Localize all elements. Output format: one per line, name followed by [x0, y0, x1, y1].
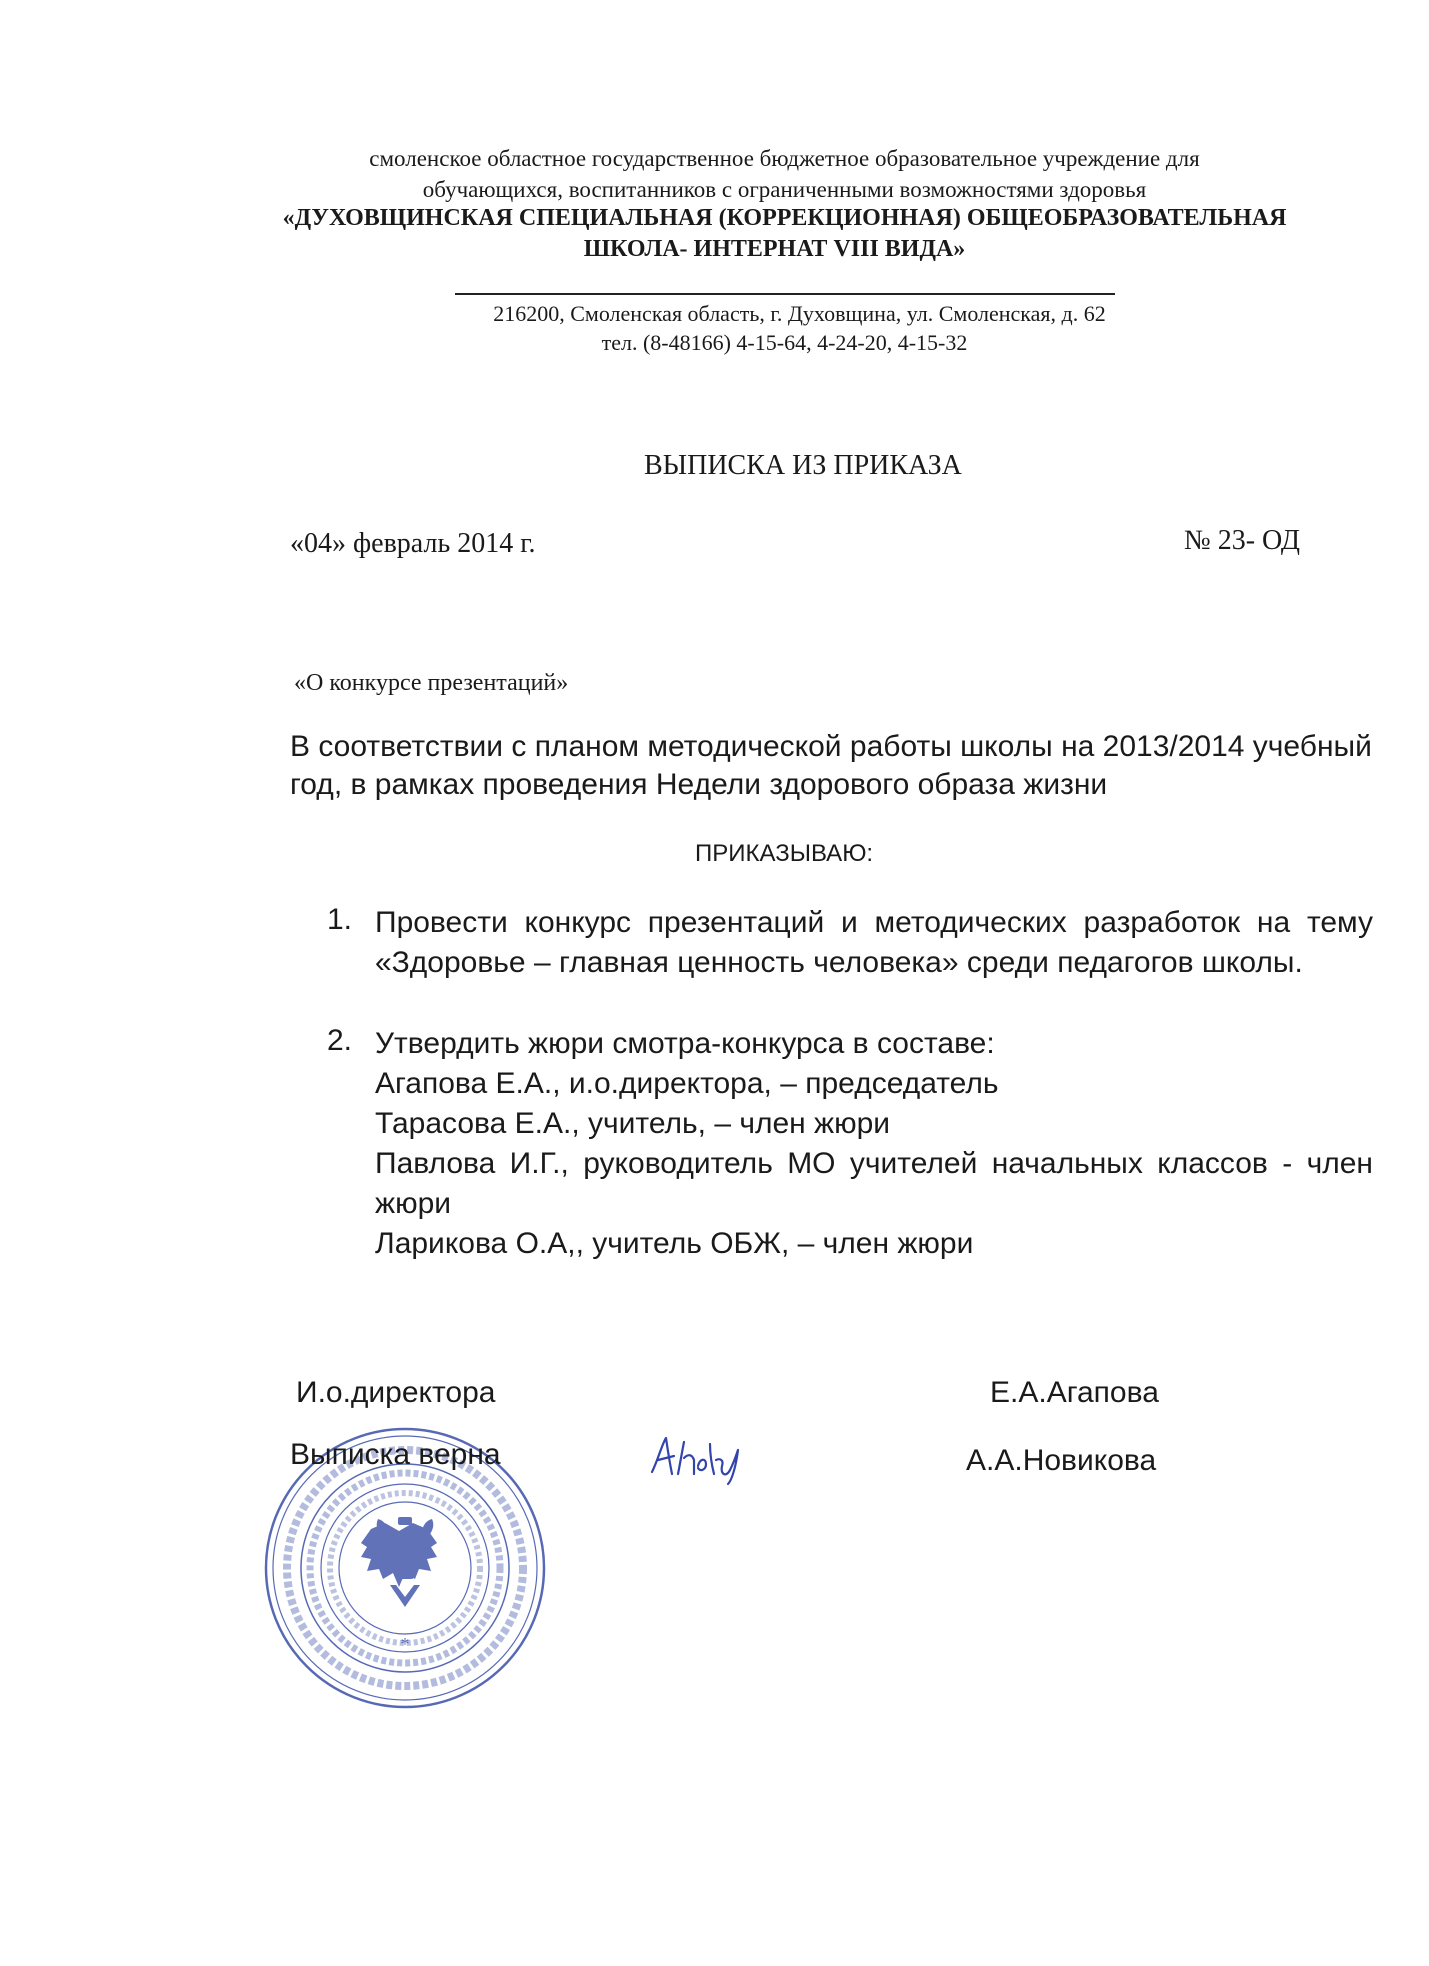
header-line-1: смоленское областное государственное бюджетное образовательное учреждение для [369, 146, 1200, 171]
jury-member-4: Ларикова О.А,, учитель ОБЖ, – член жюри [375, 1227, 974, 1260]
school-address: 216200, Смоленская область, г. Духовщина, ул. Смоленская, д. 62 [493, 301, 1106, 326]
school-name-line-1: «ДУХОВЩИНСКАЯ СПЕЦИАЛЬНАЯ (КОРРЕКЦИОННАЯ) ОБЩЕОБРАЗОВАТЕЛЬНАЯ [282, 205, 1287, 231]
jury-member-1: Агапова Е.А., и.о.директора, – председатель [375, 1067, 999, 1100]
school-phone: тел. (8-48166) 4-15-64, 4-24-20, 4-15-32 [601, 330, 968, 355]
school-name-line-2: ШКОЛА- ИНТЕРНАТ VIII ВИДА» [583, 236, 966, 262]
jury-member-2: Тарасова Е.А., учитель, – член жюри [375, 1107, 891, 1140]
order-date: «04» февраль 2014 г. [290, 528, 536, 559]
order-number: № 23- ОД [1184, 525, 1300, 556]
document-title: ВЫПИСКА ИЗ ПРИКАЗА [644, 450, 962, 481]
item-2-number: 2. [327, 1024, 353, 1057]
header-line-2: обучающихся, воспитанников с ограниченными возможностями здоровья [422, 177, 1147, 202]
preamble-line-1: В соответствии с планом методической работы школы на 2013/2014 учебный [290, 730, 1372, 763]
jury-member-3-cont: жюри [375, 1187, 452, 1220]
preamble-line-2: год, в рамках проведения Недели здорового образа жизни [290, 768, 1108, 801]
item-2-line-1: Утвердить жюри смотра-конкурса в составе: [375, 1027, 995, 1060]
order-subject: «О конкурсе презентаций» [294, 670, 569, 696]
order-word: ПРИКАЗЫВАЮ: [695, 840, 874, 867]
jury-member-3: Павлова И.Г., руководитель МО учителей начальных классов - член [375, 1147, 1373, 1180]
header-rule [455, 293, 1115, 295]
item-1-line-1: Провести конкурс презентаций и методических разработок на тему [375, 906, 1373, 939]
svg-text:*: * [400, 1634, 410, 1654]
certifier-name: А.А.Новикова [966, 1444, 1157, 1477]
item-1-number: 1. [327, 903, 353, 936]
handwritten-signature [648, 1430, 744, 1486]
director-name: Е.А.Агапова [990, 1376, 1159, 1409]
item-1-line-2: «Здоровье – главная ценность человека» среди педагогов школы. [375, 946, 1303, 979]
eagle-emblem-icon [361, 1517, 437, 1607]
signatory-position: И.о.директора [296, 1376, 496, 1409]
certified-note: Выписка верна [290, 1438, 501, 1471]
